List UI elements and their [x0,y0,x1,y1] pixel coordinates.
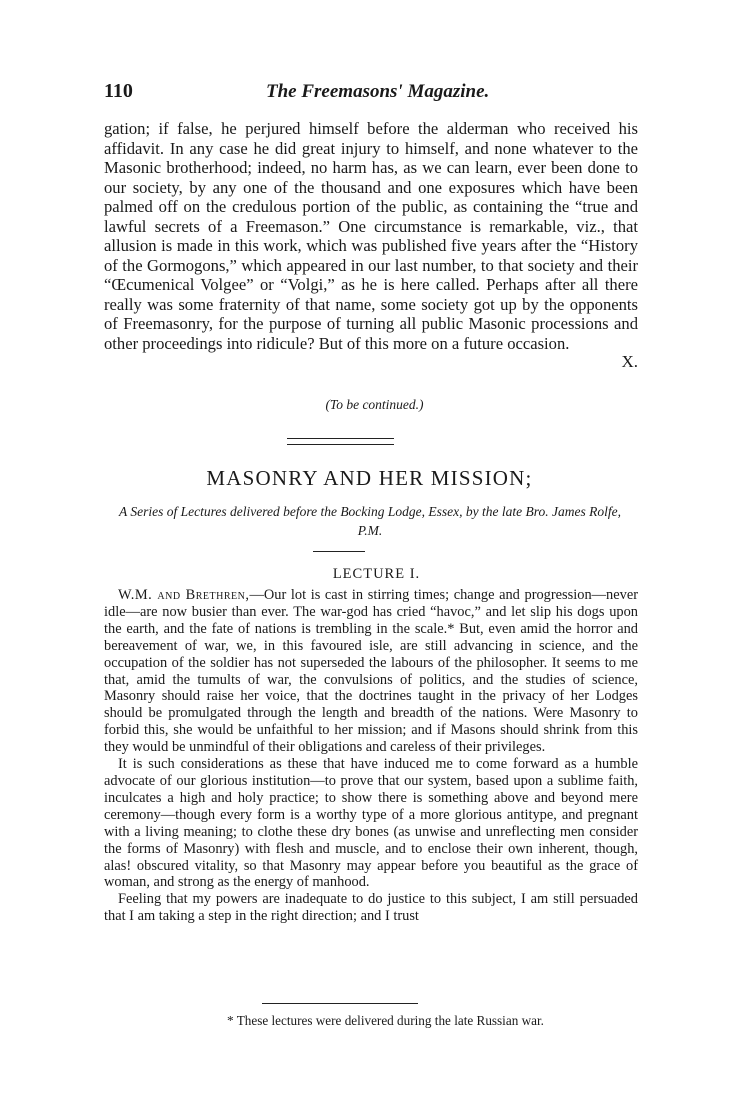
salutation: W.M. and Brethren, [118,587,250,603]
lecture-body [104,587,638,925]
lecture-paragraph-1 [104,587,638,756]
lecture-heading: LECTURE I. [332,566,421,582]
article-title: MASONRY AND HER MISSION; [206,466,533,490]
continuation-paragraph: gation; if false, he perjured himself before the alderman who received his affidavit. In any case he did great injury to himself, and none whatever to the Masonic brotherhood; indeed, no harm has, as we can learn, ever been done to our society, by any one of the thousand and one exposures which have been palmed off on the credulous portion of the public, as containing the “true and lawful secrets of a Freemason.” One circumstance is remarkable, viz., that allusion is made in this work, which was published five years after the “History of the Gormogons,” which appeared in our last number, to that society and their “Œcumenical Volgee” or “Volgi,” as he is here called. Perhaps after all there really was some fraternity of that name, some society got up by the opponents of Freemasonry, for the purpose of turning all public Masonic processions and other proceedings into ridicule? But of this more on a future occasion. [104,119,638,353]
page-header [104,80,644,106]
lecture-paragraph-1-text: —Our lot is cast in stirring times; change and progression—never idle—are now busier than ever. The war-god has cried “havoc,” and let slip his dogs upon the earth, and the fate of nations is trembling in the scale.* But, even amid the horror and bereavement of war, we, in this favoured isle, are still advancing in science, and the occupation of the soldier has not superseded the labours of the philosopher. It seems to me that, amid the tumults of war, the convulsions of politics, and the studies of science, Masonry should raise her voice, that the doctrines taught in the privacy of her Lodges should be promulgated through the length and breadth of the nations. Were Masonry to forbid this, she would be unfaithful to her mission; and if Masons should shrink from this they would be unmindful of their obligations and careless of their privileges. [104,587,638,756]
author-signature: X. [621,352,638,371]
running-title: The Freemasons' Magazine. [266,81,490,102]
footnote-rule [262,1003,418,1004]
footnote: * These lectures were delivered during the late Russian war. [227,1013,544,1028]
title-rule [313,551,365,552]
article-subtitle: A Series of Lectures delivered before the Bocking Lodge, Essex, by the late Bro. James Rolfe, P.M. [119,504,621,538]
section-divider [287,438,394,445]
page-number: 110 [104,80,133,102]
continuation-section [104,119,638,370]
to-be-continued-note: (To be continued.) [325,397,424,412]
lecture-paragraph-3: Feeling that my powers are inadequate to do justice to this subject, I am still persuaded that I am taking a step in the right direction; and I trust [104,891,638,925]
lecture-paragraph-2: It is such considerations as these that have induced me to come forward as a humble advocate of our glorious institution—to prove that our system, based upon a sublime faith, inculcates a high and holy practice; to show there is something above and beyond mere ceremony—though every form is a worthy type of a more glorious antitype, and pregnant with a living meaning; to clothe these dry bones (as unwise and unreflecting men consider the forms of Masonry) with flesh and muscle, and to enclose their own inherent, though, alas! obscured vitality, so that Masonry may appear before you beautiful as the grace of woman, and strong as the energy of manhood. [104,756,638,891]
